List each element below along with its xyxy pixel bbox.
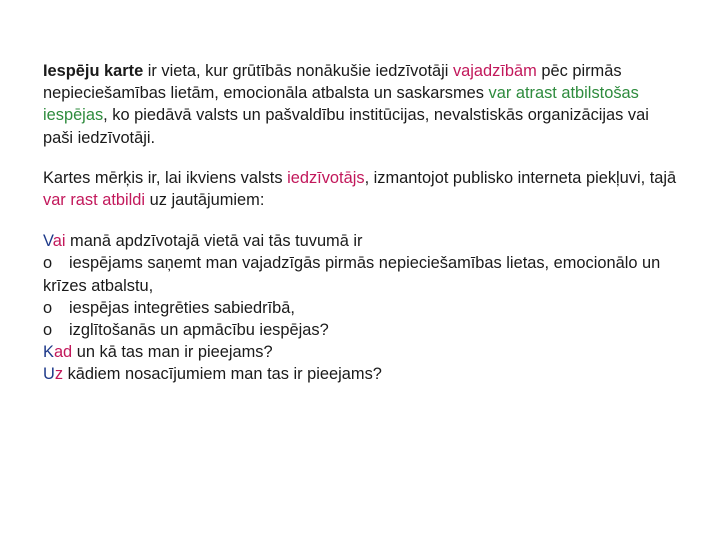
term-iespeju-karte: Iespēju karte (43, 62, 144, 80)
goal-text-2: , izmantojot publisko interneta piekļuvi, tajā (364, 168, 677, 187)
question-uz-first-letter: U (43, 365, 55, 384)
intro-text-2: pēc pirmās nepieciešamības lietām, emocionāla atbalsta un saskarsmes (43, 62, 622, 103)
question-kad-first-letter: K (43, 343, 54, 362)
question-uz-rest: z (54, 365, 64, 384)
questions-block (43, 230, 683, 385)
question-vai (43, 230, 683, 252)
question-item (43, 297, 683, 319)
question-kad-text: un kā tas man ir pieejams? (72, 343, 273, 362)
question-uz-text: kādiem nosacījumiem man tas ir pieejams? (63, 365, 382, 384)
highlight-vajadzibam: vajadzībām (452, 62, 537, 80)
intro-text-3: , ko piedāvā valsts un pašvaldību institūcijas, nevalstiskās organizācijas vai paši iedzīvotāji. (43, 106, 649, 147)
question-item (43, 319, 683, 341)
goal-paragraph (43, 167, 683, 211)
goal-text-3: uz jautājumiem: (145, 191, 265, 210)
question-vai-first-letter: V (43, 232, 53, 251)
highlight-var-rast-atbildi: var rast atbildi (43, 191, 146, 210)
question-kad (43, 341, 683, 363)
question-uz (43, 363, 683, 385)
bullet-marker: o (43, 321, 53, 340)
intro-text-1: ir vieta, kur grūtībās nonākušie iedzīvotāji (143, 62, 453, 80)
question-vai-rest: ai (52, 232, 66, 251)
highlight-var-atrast: var atrast atbilstošas iespējas (43, 84, 639, 125)
intro-paragraph (43, 60, 683, 149)
bullet-marker: o (43, 298, 53, 317)
question-item-text: iespējas integrēties sabiedrībā, (69, 298, 295, 317)
question-item (43, 252, 683, 296)
goal-text-1: Kartes mērķis ir, lai ikviens valsts (43, 168, 288, 187)
question-item-text: iespējams saņemt man vajadzīgās pirmās nepieciešamības lietas, emocionālo un krīzes atbalstu, (43, 254, 661, 295)
question-item-text: izglītošanās un apmācību iespējas? (69, 321, 329, 340)
highlight-iedzivotajs: iedzīvotājs (287, 168, 365, 187)
slide-content (43, 60, 683, 386)
question-kad-rest: ad (53, 343, 73, 362)
question-vai-text: manā apdzīvotajā vietā vai tās tuvumā ir (65, 232, 363, 251)
bullet-marker: o (43, 254, 53, 273)
